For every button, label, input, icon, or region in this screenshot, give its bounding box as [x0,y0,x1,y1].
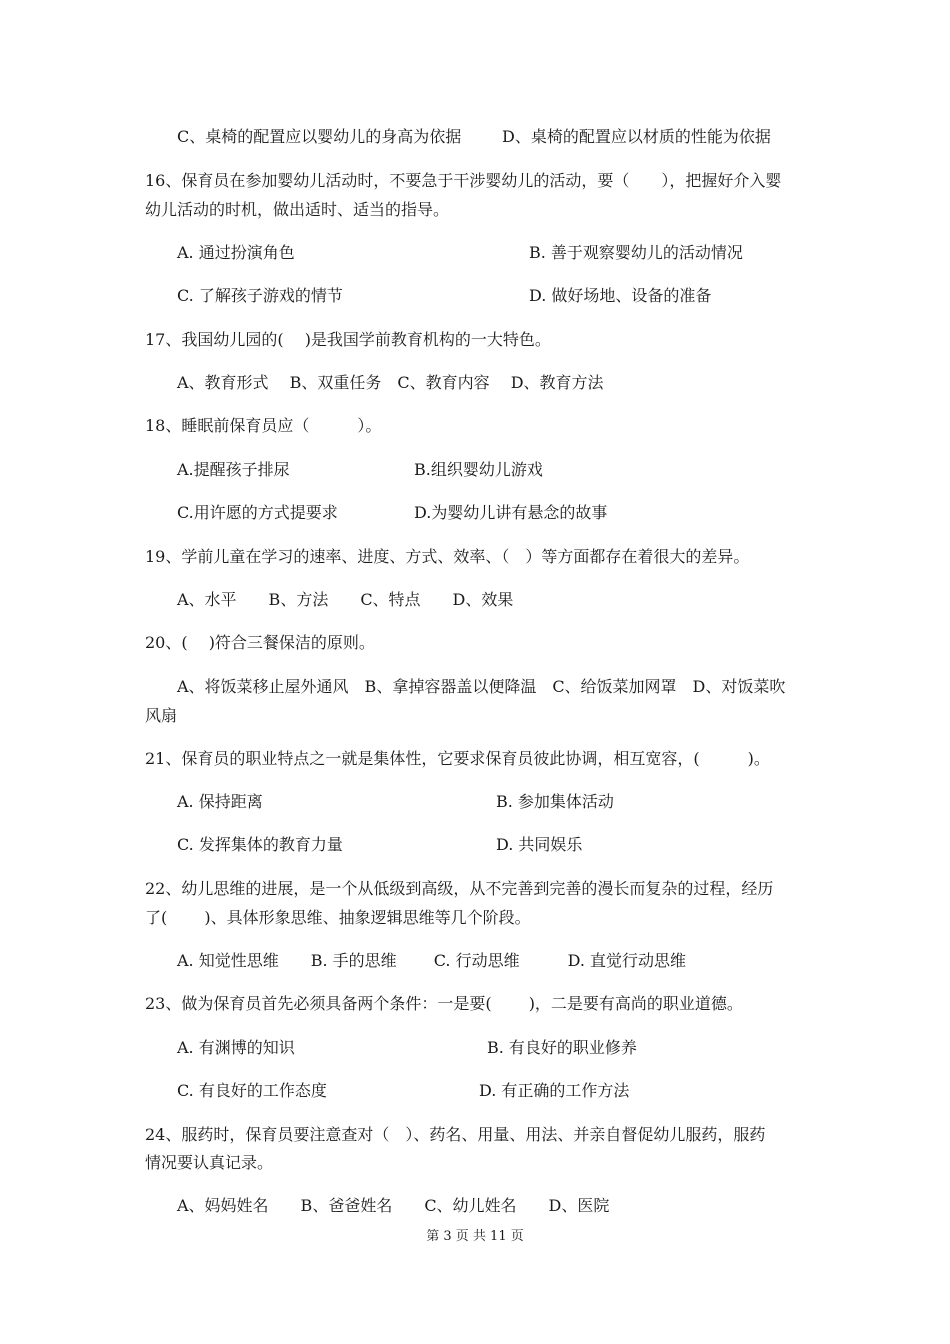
q23-option-b: B. 有良好的职业修养 [487,1038,637,1057]
q22-stem-line2: 了( )、具体形象思维、抽象逻辑思维等几个阶段。 [145,908,531,927]
q18-option-d: D.为婴幼儿讲有悬念的故事 [414,503,608,522]
q15-option-c: C、桌椅的配置应以婴幼儿的身高为依据 [177,127,462,146]
q16-stem-line1: 16、保育员在参加婴幼儿活动时，不要急于干涉婴幼儿的活动，要（ ），把握好介入婴 [145,171,782,190]
q16-option-a: A. 通过扮演角色 [177,243,295,262]
q23-option-c: C. 有良好的工作态度 [177,1081,327,1100]
q17-options: A、教育形式 B、双重任务 C、教育内容 D、教育方法 [177,373,604,392]
q24-options: A、妈妈姓名 B、爸爸姓名 C、幼儿姓名 D、医院 [177,1196,610,1215]
q23-option-a: A. 有渊博的知识 [177,1038,295,1057]
q24-stem-line1: 24、服药时，保育员要注意查对（ ）、药名、用量、用法、并亲自督促幼儿服药，服药 [145,1125,766,1144]
q19-options: A、水平 B、方法 C、特点 D、效果 [177,590,514,609]
q18-stem: 18、睡眠前保育员应（ ）。 [145,416,382,435]
q21-option-b: B. 参加集体活动 [496,792,614,811]
q17-stem: 17、我国幼儿园的( )是我国学前教育机构的一大特色。 [145,330,551,349]
q22-stem-line1: 22、幼儿思维的进展，是一个从低级到高级，从不完善到完善的漫长而复杂的过程，经历 [145,879,774,898]
q18-option-a: A.提醒孩子排尿 [177,460,290,479]
q23-option-d: D. 有正确的工作方法 [479,1081,630,1100]
q21-option-c: C. 发挥集体的教育力量 [177,835,343,854]
q16-option-d: D. 做好场地、设备的准备 [529,286,712,305]
q18-option-b: B.组织婴幼儿游戏 [414,460,543,479]
q23-stem: 23、做为保育员首先必须具备两个条件：一是要( )，二是要有高尚的职业道德。 [145,994,743,1013]
q21-option-d: D. 共同娱乐 [496,835,583,854]
q16-option-b: B. 善于观察婴幼儿的活动情况 [529,243,743,262]
q18-option-c: C.用许愿的方式提要求 [177,503,338,522]
q20-options-line2: 风扇 [145,706,178,725]
q16-option-c: C. 了解孩子游戏的情节 [177,286,343,305]
page-number-footer: 第 3 页 共 11 页 [426,1229,524,1244]
q20-options-line1: A、将饭菜移止屋外通风 B、拿掉容器盖以便降温 C、给饭菜加网罩 D、对饭菜吹 [177,677,786,696]
q20-stem: 20、( )符合三餐保洁的原则。 [145,633,375,652]
q19-stem: 19、学前儿童在学习的速率、进度、方式、效率、（ ）等方面都存在着很大的差异。 [145,547,750,566]
q24-stem-line2: 情况要认真记录。 [145,1153,274,1172]
q22-options: A. 知觉性思维 B. 手的思维 C. 行动思维 D. 直觉行动思维 [177,951,687,970]
q21-option-a: A. 保持距离 [177,792,263,811]
q21-stem: 21、保育员的职业特点之一就是集体性，它要求保育员彼此协调，相互宽容，( )。 [145,749,770,768]
q16-stem-line2: 幼儿活动的时机，做出适时、适当的指导。 [145,200,450,219]
q15-option-d: D、桌椅的配置应以材质的性能为依据 [502,127,771,146]
